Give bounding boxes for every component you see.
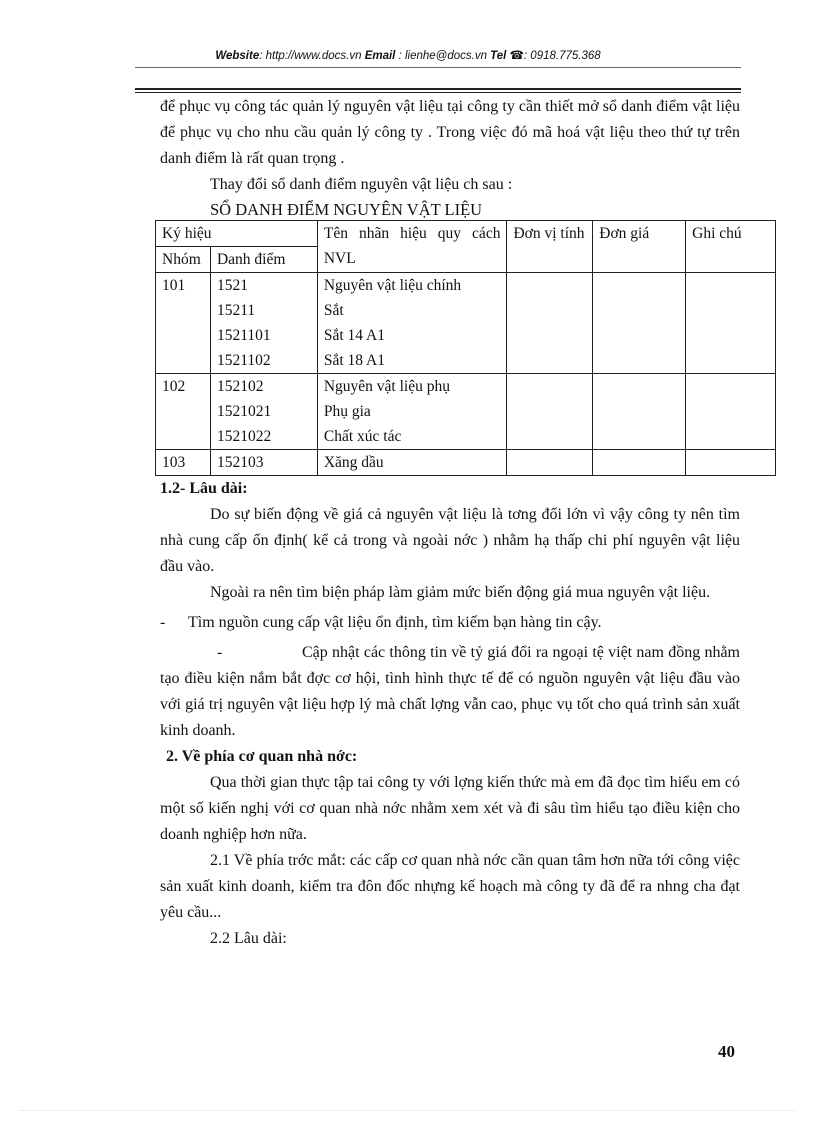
top-divider-thick — [135, 88, 741, 90]
cell-don-gia — [593, 450, 686, 476]
bullet-item — [160, 640, 740, 744]
name: Sắt — [323, 302, 344, 319]
table-title: SỔ DANH ĐIỂM NGUYÊN VẬT LIỆU — [210, 200, 483, 219]
page-header — [0, 48, 816, 62]
website-url[interactable]: : http://www.docs.vn — [259, 50, 362, 62]
cell-nhom: 101 — [156, 273, 211, 374]
page-number: 40 — [718, 1042, 735, 1061]
section-1-2-paragraph-2: Ngoài ra nên tìm biện pháp làm giảm mức biến động giá mua nguyên vật liệu. — [210, 584, 711, 601]
table-row — [156, 273, 776, 374]
page-body — [160, 94, 740, 952]
section-2-paragraph-2: 2.1 Về phía trớc mắt: các cấp cơ quan nhà nớc cần quan tâm hơn nữa tới công việc sản xuất kinh doanh, kiểm tra đôn đốc nhựng kế hoạch mà công ty đã để ra nhng cha đạt yêu cầu... — [160, 852, 740, 921]
header-ten-nhan: Tên nhãn hiệu quy cách NVL — [317, 221, 507, 273]
code: 1521022 — [216, 428, 272, 445]
cell-nhom: 103 — [156, 450, 211, 476]
name: Xăng dầu — [323, 454, 384, 471]
header-divider — [135, 67, 741, 68]
code: 1521101 — [216, 327, 271, 344]
bullet-text: Tìm nguồn cung cấp vật liệu ổn định, tìm kiếm bạn hàng tin cậy. — [188, 614, 602, 631]
email-value[interactable]: : lienhe@docs.vn — [398, 50, 487, 62]
header-don-vi: Đơn vị tính — [507, 221, 593, 273]
cell-ghi-chu — [686, 273, 776, 374]
name: Sắt 14 A1 — [323, 327, 386, 344]
cell-don-gia — [593, 273, 686, 374]
top-divider-thin — [135, 92, 741, 93]
footer-divider — [20, 1110, 796, 1111]
tel-label: Tel — [490, 50, 507, 62]
website-label: Website — [215, 50, 260, 62]
section-2-paragraph-3: 2.2 Lâu dài: — [210, 930, 287, 947]
name: Nguyên vật liệu phụ — [323, 378, 450, 395]
header-ky-hieu: Ký hiệu — [156, 221, 318, 247]
name: Chất xúc tác — [323, 428, 402, 445]
tel-value: : 0918.775.368 — [523, 50, 601, 62]
cell-don-gia — [593, 374, 686, 450]
phone-icon: ☎ — [509, 50, 524, 62]
code: 152102 — [216, 378, 264, 395]
cell-names — [317, 450, 507, 476]
header-don-gia: Đơn giá — [593, 221, 686, 273]
cell-don-vi — [507, 273, 593, 374]
table-row — [156, 450, 776, 476]
code: 15211 — [216, 302, 256, 319]
cell-don-vi — [507, 450, 593, 476]
intro-paragraph: để phục vụ công tác quản lý nguyên vật liệu tại công ty cần thiết mở sổ danh điểm vật liệu để phục vụ cho nhu cầu quản lý công ty . Trong việc đó mã hoá vật liệu theo thứ tự trên danh điểm là rất quan trọng . — [160, 98, 740, 167]
section-1-2-paragraph-1: Do sự biến động về giá cả nguyên vật liệu là tơng đối lớn vì vậy công ty nên tìm nhà cung cấp ổn định( kể cả trong và ngoài nớc ) nhằm hạ thấp chi phí nguyên vật liệu đầu vào. — [160, 506, 740, 575]
code: 1521 — [216, 277, 248, 294]
email-label: Email — [364, 50, 396, 62]
cell-codes — [210, 374, 317, 450]
name: Sắt 18 A1 — [323, 352, 386, 369]
code: 152103 — [216, 454, 264, 471]
cell-ghi-chu — [686, 450, 776, 476]
code: 1521102 — [216, 352, 271, 369]
cell-codes — [210, 273, 317, 374]
table-row — [156, 374, 776, 450]
header-danh-diem: Danh điểm — [210, 247, 317, 273]
section-2-paragraph-1: Qua thời gian thực tập tai công ty với lợng kiến thức mà em đã đọc tìm hiểu em có một số kiến nghị với cơ quan nhà nớc nhằm xem xét và đi sâu tìm hiểu tạo điều kiện cho doanh nghiệp hơn nữa. — [160, 774, 740, 843]
bullet-marker: - — [217, 644, 223, 661]
name: Phụ gia — [323, 403, 371, 420]
header-ghi-chu: Ghi chú — [686, 221, 776, 273]
cell-don-vi — [507, 374, 593, 450]
table-intro-paragraph: Thay đổi sổ danh điểm nguyên vật liệu ch sau : — [210, 176, 513, 193]
section-heading-2: 2. Về phía cơ quan nhà nớc: — [166, 748, 358, 765]
cell-names — [317, 374, 507, 450]
danh-diem-table — [155, 220, 776, 476]
cell-names — [317, 273, 507, 374]
cell-nhom: 102 — [156, 374, 211, 450]
bullet-marker: - — [160, 614, 166, 631]
table-header-row — [156, 221, 776, 247]
cell-codes — [210, 450, 317, 476]
header-nhom: Nhóm — [156, 247, 211, 273]
name: Nguyên vật liệu chính — [323, 277, 462, 294]
cell-ghi-chu — [686, 374, 776, 450]
bullet-item — [160, 610, 740, 636]
bullet-text: Cập nhật các thông tin về tỷ giá đổi ra ngoại tệ việt nam đồng nhằm tạo điều kiện nắm bắt đợc cơ hội, tình hình thực tế để có nguồn nguyên vật liệu đầu vào với giá trị nguyên vật liệu hợp lý mà chất lợng vẫn cao, phục vụ tốt cho quá trình sản xuất kinh doanh. — [160, 644, 740, 739]
code: 1521021 — [216, 403, 272, 420]
section-heading-1-2: 1.2- Lâu dài: — [160, 480, 248, 497]
